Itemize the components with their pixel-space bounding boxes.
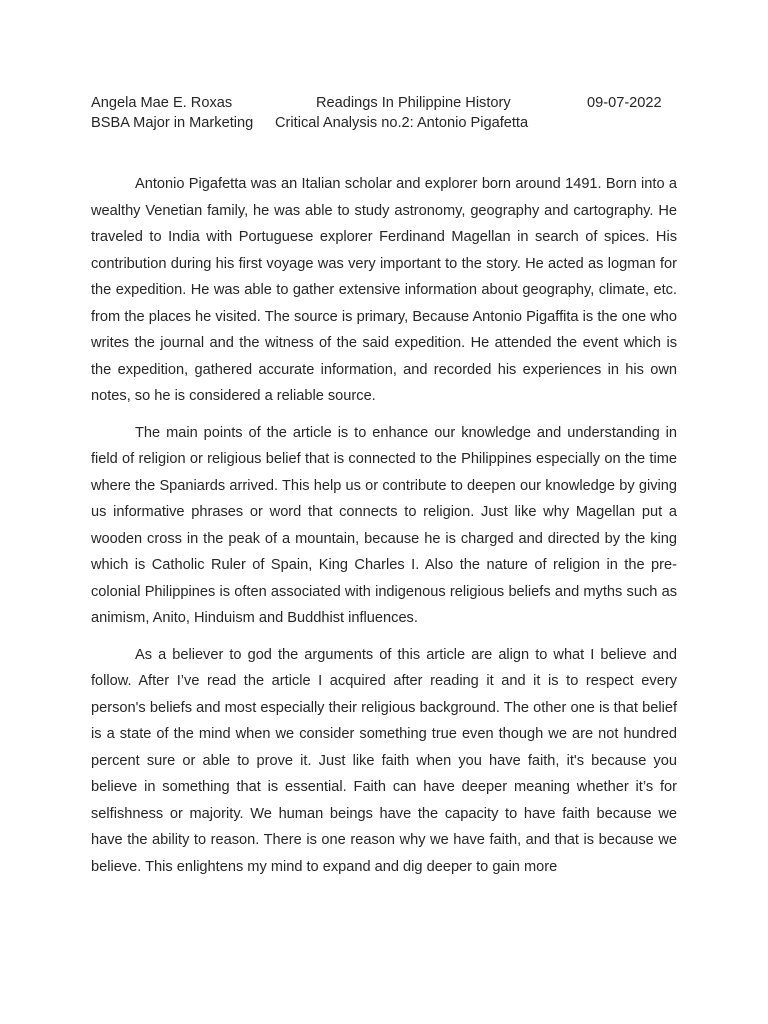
document-title: Critical Analysis no.2: Antonio Pigafetta — [275, 115, 529, 131]
course-name: Readings In Philippine History — [316, 95, 511, 111]
document-body — [91, 171, 677, 890]
paragraph: Antonio Pigafetta was an Italian scholar and explorer born around 1491. Born into a wealthy Venetian family, he was able to study astronomy, geography and cartography. He traveled to India with Portuguese explorer Ferdinand Magellan in search of spices. His contribution during his first voyage was very important to the story. He acted as logman for the expedition. He was able to gather extensive information about geography, climate, etc. from the places he visited. The source is primary, Because Antonio Pigaffita is the one who writes the journal and the witness of the said expedition. He attended the event which is the expedition, gathered accurate information, and recorded his experiences in his own notes, so he is considered a reliable source. — [91, 176, 677, 404]
paragraph: The main points of the article is to enhance our knowledge and understanding in field of religion or religious belief that is connected to the Philippines especially on the time where the Spaniards arrived. This help us or contribute to deepen our knowledge by giving us informative phrases or word that connects to religion. Just like why Magellan put a wooden cross in the peak of a mountain, because he is charged and directed by the king which is Catholic Ruler of Spain, King Charles I. Also the nature of religion in the pre-colonial Philippines is often associated with indigenous religious beliefs and myths such as animism, Anito, Hinduism and Buddhist influences. — [91, 424, 677, 626]
header-row-2 — [91, 113, 681, 133]
paragraph: As a believer to god the arguments of this article are align to what I believe and follow. After I’ve read the article I acquired after reading it and it is to respect every person's beliefs and most especially their religious background. The other one is that belief is a state of the mind when we consider something true even though we are not hundred percent sure or able to prove it. Just like faith when you have faith, it's because you believe in something that is essential. Faith can have deeper meaning whether it’s for selfishness or majority. We human beings have the capacity to have faith because we have the ability to reason. There is one reason why we have faith, and that is because we believe. This enlightens my mind to expand and dig deeper to gain more — [91, 646, 677, 875]
program-name: BSBA Major in Marketing — [91, 115, 254, 131]
document-header — [91, 93, 681, 133]
document-date: 09-07-2022 — [587, 95, 662, 111]
author-name: Angela Mae E. Roxas — [91, 95, 233, 111]
header-row-1 — [91, 93, 681, 113]
